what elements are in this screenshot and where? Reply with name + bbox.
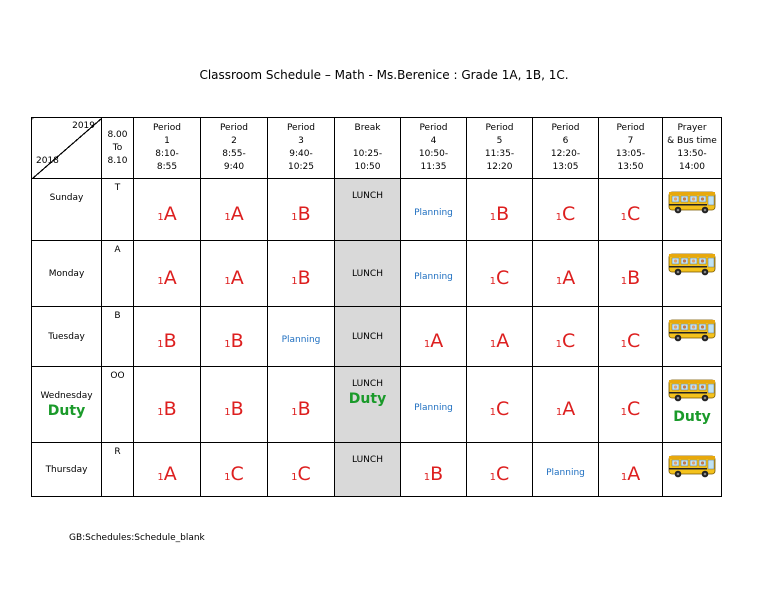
column-header-line: 8:10- [155,149,179,159]
column-header [467,118,533,179]
class-cell [533,241,599,307]
planning-cell [401,241,467,307]
footer-filename: GB:Schedules:Schedule_blank [69,533,205,543]
grade-number: 1 [224,338,231,350]
early-slot-cell [102,367,134,443]
break-cell [335,307,401,367]
class-cell [268,367,335,443]
class-cell [467,307,533,367]
class-cell [201,307,268,367]
planning-label: Planning [414,272,453,282]
column-header-line: 4 [430,136,437,146]
schedule-row [32,443,722,497]
class-cell [599,241,663,307]
class-cell [201,241,268,307]
class-cell [467,241,533,307]
grade-number: 1 [157,406,164,418]
column-header-line: Period [286,123,316,133]
planning-cell [268,307,335,367]
class-cell [401,307,467,367]
column-header-line: To [112,142,123,153]
school-bus-icon [668,251,716,277]
column-header-line: 13:50- [677,149,707,159]
class-cell [533,367,599,443]
corner-cell [32,118,102,179]
column-header [134,118,201,179]
early-slot-cell [102,443,134,497]
column-header-line: 10:50- [418,149,449,159]
section-letter: C [496,397,510,420]
column-header-line: Period [152,123,182,133]
section-letter: B [496,202,510,225]
column-header [663,118,722,179]
column-header [201,118,268,179]
column-header-line: 14:00 [679,162,705,172]
grade-number: 1 [555,406,563,418]
grade-number: 1 [555,211,563,223]
grade-number: 1 [620,275,628,287]
section-letter: B [297,266,311,289]
column-header-line: & Bus time [667,136,717,146]
column-header [335,118,401,179]
break-cell [335,241,401,307]
grade-number: 1 [555,275,563,287]
grade-number: 1 [620,211,628,223]
grade-number: 1 [620,471,628,483]
column-header-line: 8:55 [156,162,178,172]
grade-number: 1 [489,275,497,287]
section-letter: C [562,329,576,352]
column-header-line: Period [551,123,580,133]
early-slot-mark: B [114,311,121,321]
class-cell [599,443,663,497]
column-header-line [335,135,400,148]
grade-number: 1 [224,275,231,287]
corner-top-year: 2019 [72,121,95,131]
header-row [32,118,722,179]
planning-cell [401,179,467,241]
section-letter: B [163,397,177,420]
day-cell [32,443,102,497]
grade-number: 1 [423,471,431,483]
section-letter: B [163,329,177,352]
class-cell [134,307,201,367]
grade-number: 1 [489,471,497,483]
class-cell [268,241,335,307]
early-slot-mark: R [114,447,121,457]
section-letter: C [627,202,641,225]
early-slot-cell [102,307,134,367]
column-header-line: 13:05 [552,162,579,172]
column-header-line: 8:55- [222,149,246,159]
section-letter: A [496,329,510,352]
class-cell [134,367,201,443]
break-cell [335,367,401,443]
column-header-line: 2 [231,136,237,146]
class-cell [599,307,663,367]
column-header-line: 8.10 [107,155,128,166]
day-label: Monday [48,268,85,279]
planning-label: Planning [414,403,453,413]
duty-label: Duty [348,391,387,407]
column-header-line: 13:05- [615,149,646,159]
early-slot-cell [102,179,134,241]
grade-number: 1 [291,471,298,483]
class-cell [467,179,533,241]
school-bus-icon [668,317,716,343]
page-title: Classroom Schedule – Math - Ms.Berenice : Grade 1A, 1B, 1C. [199,68,569,82]
grade-number: 1 [620,406,628,418]
break-cell [335,179,401,241]
schedule-row [32,241,722,307]
day-label: Tuesday [48,331,85,342]
early-slot-mark: A [114,245,121,255]
section-letter: A [562,397,576,420]
column-header [268,118,335,179]
day-cell [32,367,102,443]
column-header-line: 9:40 [223,162,245,172]
section-letter: A [562,266,576,289]
class-cell [201,179,268,241]
lunch-label: LUNCH [352,191,383,201]
class-cell [134,179,201,241]
section-letter: A [163,462,177,485]
class-cell [401,443,467,497]
grade-number: 1 [157,275,164,287]
lunch-label: LUNCH [352,455,383,465]
section-letter: A [230,202,244,225]
grade-number: 1 [157,471,164,483]
schedule-table [31,117,722,497]
section-letter: B [297,202,311,225]
column-header-line: 10:25- [352,149,383,159]
lunch-label: LUNCH [352,379,383,389]
early-slot-mark: T [114,183,121,193]
bus-cell [663,307,722,367]
schedule-row [32,179,722,241]
column-header-line: Period [419,123,448,133]
grade-number: 1 [489,338,497,350]
column-header-line: 3 [298,136,304,146]
column-header-line: 6 [562,136,569,146]
early-slot-mark: OO [110,371,125,381]
column-header-line: 12:20- [550,149,581,159]
column-header-line: Prayer [677,123,707,133]
grade-number: 1 [291,406,298,418]
column-header [533,118,599,179]
class-cell [533,179,599,241]
section-letter: A [230,266,244,289]
column-header-line: 11:35- [484,149,515,159]
day-label: Sunday [49,193,84,203]
day-cell [32,307,102,367]
grade-number: 1 [157,338,164,350]
class-cell [201,443,268,497]
section-letter: C [297,462,311,485]
day-cell [32,179,102,241]
day-label: Thursday [45,464,88,475]
column-header-line: 11:35 [420,162,447,172]
section-letter: A [163,202,177,225]
day-label: Wednesday [40,390,93,401]
column-header-line: 8.00 [107,129,128,140]
column-header [599,118,663,179]
class-cell [134,443,201,497]
section-letter: C [230,462,244,485]
bus-cell [663,443,722,497]
column-header [102,118,134,179]
schedule-row [32,367,722,443]
schedule-row [32,307,722,367]
class-cell [599,367,663,443]
grade-number: 1 [291,275,298,287]
class-cell [268,179,335,241]
school-bus-icon [668,377,716,403]
section-letter: C [496,266,510,289]
section-letter: A [163,266,177,289]
bus-cell [663,367,722,443]
grade-number: 1 [291,211,298,223]
lunch-label: LUNCH [352,331,383,342]
class-cell [268,443,335,497]
bus-cell [663,241,722,307]
section-letter: C [562,202,576,225]
class-cell [201,367,268,443]
grade-number: 1 [224,471,231,483]
planning-label: Planning [414,208,453,218]
section-letter: C [496,462,510,485]
section-letter: A [430,329,444,352]
column-header-line: Period [616,123,645,133]
grade-number: 1 [489,211,497,223]
column-header-line: 13:50 [617,162,644,172]
school-bus-icon [668,189,716,215]
section-letter: B [627,266,641,289]
column-header-line: 10:50 [354,162,381,172]
column-header-line: 5 [496,136,503,146]
grade-number: 1 [224,211,231,223]
column-header-line: Period [485,123,514,133]
section-letter: A [627,462,641,485]
early-slot-cell [102,241,134,307]
column-header-line: 9:40- [289,149,313,159]
grade-number: 1 [489,406,497,418]
class-cell [533,307,599,367]
planning-cell [401,367,467,443]
grade-number: 1 [224,406,231,418]
planning-cell [533,443,599,497]
column-header-line: 12:20 [486,162,513,172]
column-header-line: Break [354,123,381,133]
class-cell [467,367,533,443]
duty-label: Duty [673,409,711,425]
section-letter: B [430,462,444,485]
section-letter: B [230,397,244,420]
column-header-line: Period [219,123,249,133]
column-header [401,118,467,179]
planning-label: Planning [546,468,585,478]
lunch-label: LUNCH [352,268,383,279]
school-bus-icon [668,453,716,479]
section-letter: C [627,329,641,352]
column-header-line: 1 [164,136,170,146]
grade-number: 1 [157,211,164,223]
planning-label: Planning [281,335,321,345]
section-letter: B [230,329,244,352]
grade-number: 1 [423,338,431,350]
bus-cell [663,179,722,241]
duty-label: Duty [47,402,86,419]
corner-bottom-year: 2018 [36,156,59,166]
section-letter: B [297,397,311,420]
column-header-line: 10:25 [288,162,314,172]
class-cell [134,241,201,307]
class-cell [467,443,533,497]
day-cell [32,241,102,307]
class-cell [599,179,663,241]
section-letter: C [627,397,641,420]
grade-number: 1 [620,338,628,350]
grade-number: 1 [555,338,563,350]
break-cell [335,443,401,497]
column-header-line: 7 [627,136,634,146]
